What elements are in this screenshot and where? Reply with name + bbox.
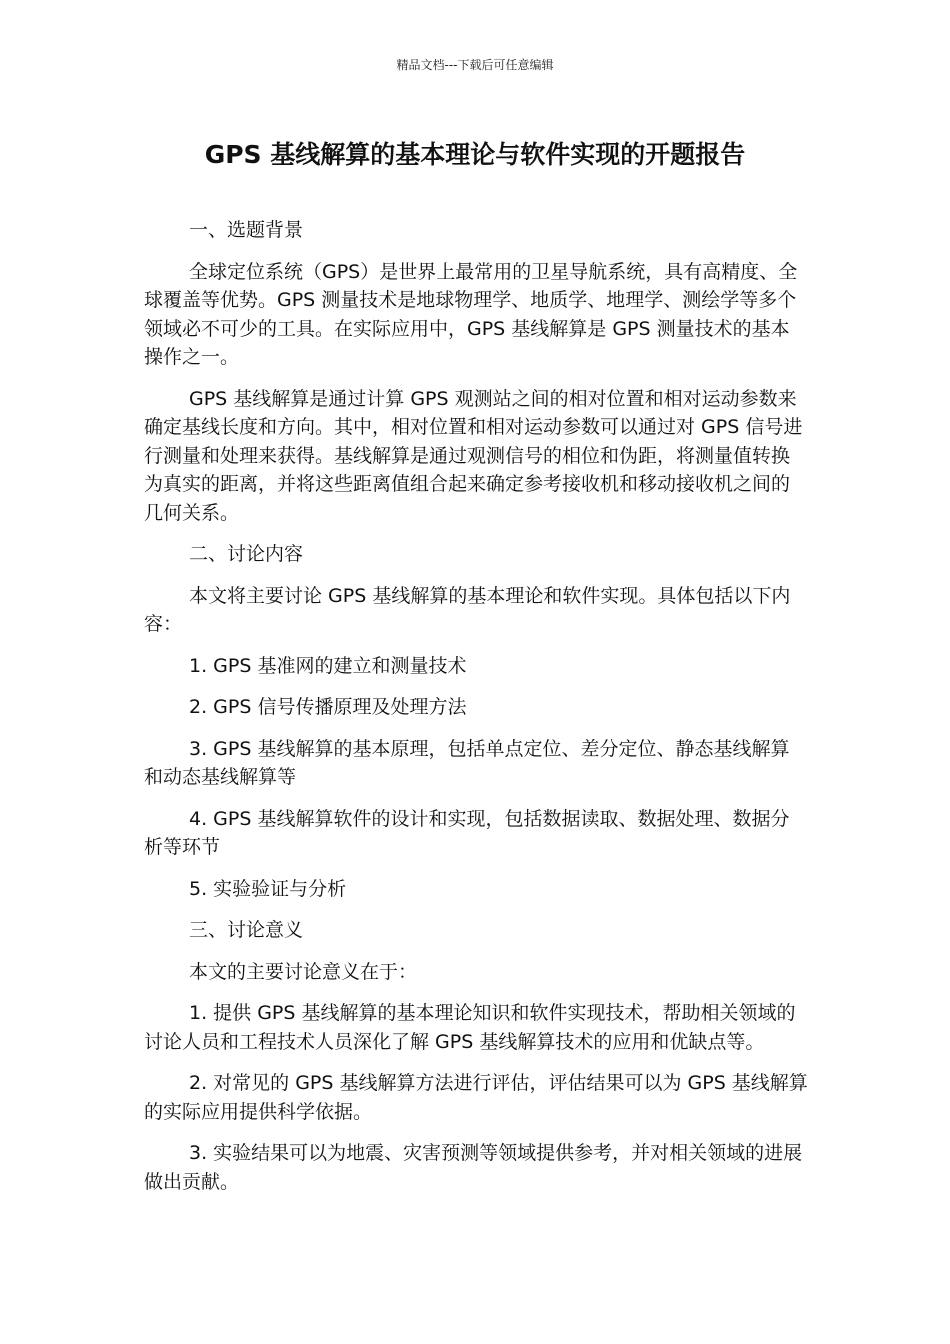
- list-item: 5. 实验验证与分析: [189, 877, 347, 900]
- paragraph-gps-intro: 全球定位系统（GPS）是世界上最常用的卫星导航系统，具有高精度、全球覆盖等优势。GPS 测量技术是地球物理学、地质学、地理学、测绘学等多个领域必不可少的工具。在实际应用中，GPS 基线解算是 GPS 测量技术的基本操作之一。: [144, 260, 798, 368]
- document-body: [144, 216, 808, 1209]
- list-item: 3. GPS 基线解算的基本原理，包括单点定位、差分定位、静态基线解算和动态基线解算等: [144, 737, 790, 788]
- paragraph-content-intro: 本文将主要讨论 GPS 基线解算的基本理论和软件实现。具体包括以下内容：: [144, 584, 791, 635]
- list-item: 1. GPS 基准网的建立和测量技术: [189, 654, 467, 677]
- paragraph-baseline-definition: GPS 基线解算是通过计算 GPS 观测站之间的相对位置和相对运动参数来确定基线长度和方向。其中，相对位置和相对运动参数可以通过对 GPS 信号进行测量和处理来获得。基线解算是通过观测信号的相位和伪距，将测量值转换为真实的距离，并将这些距离值组合起来确定参考接收机和移动接收机之间的几何关系。: [144, 387, 803, 524]
- list-item: 1. 提供 GPS 基线解算的基本理论知识和软件实现技术，帮助相关领域的讨论人员和工程技术人员深化了解 GPS 基线解算技术的应用和优缺点等。: [144, 1002, 796, 1053]
- list-item: 2. 对常见的 GPS 基线解算方法进行评估，评估结果可以为 GPS 基线解算的实际应用提供科学依据。: [144, 1072, 808, 1123]
- section-heading-content: 二、讨论内容: [189, 543, 304, 565]
- paragraph-significance-intro: 本文的主要讨论意义在于：: [189, 960, 418, 983]
- list-item: 2. GPS 信号传播原理及处理方法: [189, 696, 467, 718]
- section-heading-significance: 三、讨论意义: [189, 919, 304, 941]
- section-heading-background: 一、选题背景: [189, 219, 304, 241]
- list-item: 3. 实验结果可以为地震、灾害预测等领域提供参考，并对相关领域的进展做出贡献。: [144, 1142, 803, 1193]
- list-item: 4. GPS 基线解算软件的设计和实现，包括数据读取、数据处理、数据分析等环节: [144, 807, 790, 858]
- document-title: GPS 基线解算的基本理论与软件实现的开题报告: [204, 140, 746, 169]
- page-header-note: 精品文档---下载后可任意编辑: [396, 58, 554, 72]
